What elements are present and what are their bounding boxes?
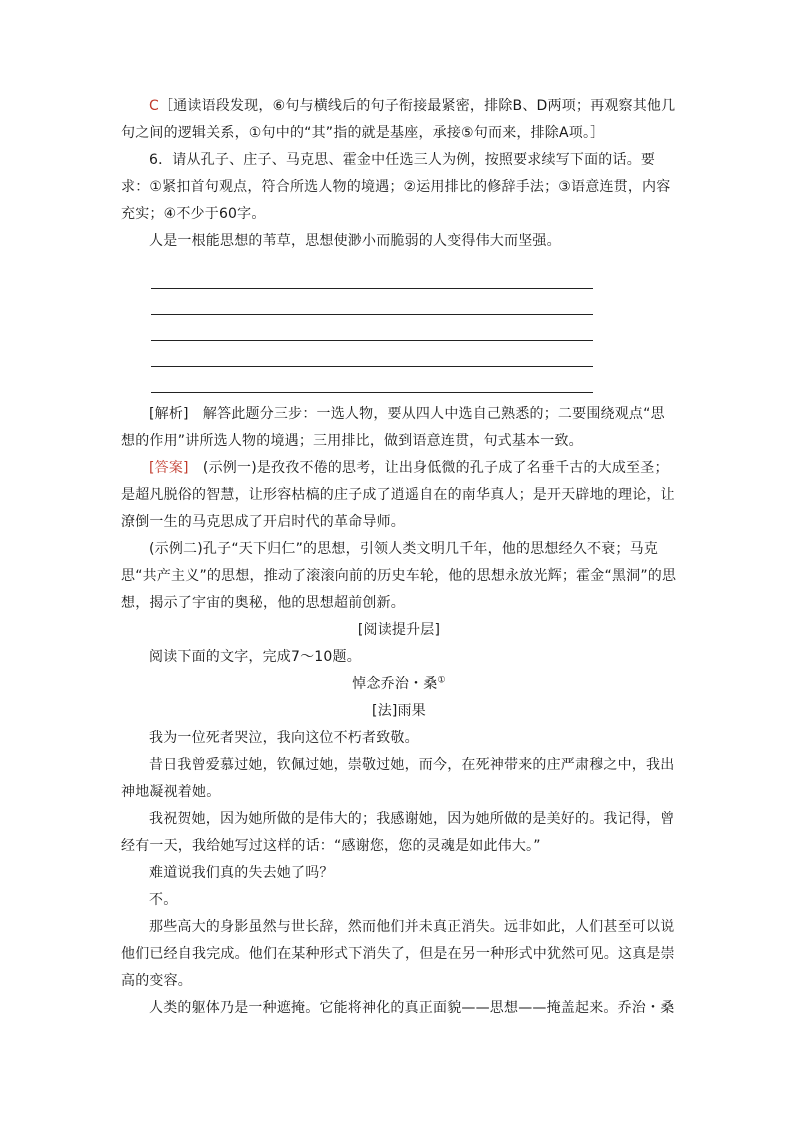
answer-tag: [答案] xyxy=(149,460,189,476)
writing-line xyxy=(151,367,593,393)
question-6-prompt: 6．请从孔子、庄子、马克思、霍金中任选三人为例，按照要求续写下面的话。要求：①紧扣首句观点，符合所选人物的境遇；②运用排比的修辞手法；③语意连贯，内容充实；④不少于60字。 xyxy=(121,152,671,222)
answer-writing-lines xyxy=(151,263,677,393)
question-6-first-sentence: 人是一根能思想的苇草，思想使渺小而脆弱的人变得伟大而坚强。 xyxy=(149,233,561,249)
answer-example-2: (示例二)孔子“天下归仁”的思想，引领人类文明几千年，他的思想经久不衰；马克思“共产主义”的思想，推动了滚滚向前的历史车轮，他的思想永放光辉；霍金“黑洞”的思想，揭示了宇宙的奥秘，他的思想超前创新。 xyxy=(121,541,677,611)
essay-paragraph: 我祝贺她，因为她所做的是伟大的；我感谢她，因为她所做的是美好的。我记得，曾经有一天，我给她写过这样的话：“感谢您，您的灵魂是如此伟大。” xyxy=(121,811,675,854)
writing-line xyxy=(151,315,593,341)
writing-line xyxy=(151,341,593,367)
essay-paragraph: 不。 xyxy=(149,892,178,908)
answer-c-letter: C xyxy=(149,98,159,114)
footnote-marker: ① xyxy=(437,675,446,686)
answer-c-text: ［通读语段发现，⑥句与横线后的句子衔接最紧密，排除B、D两项；再观察其他几句之间的逻辑关系，①句中的“其”指的就是基座，承接⑤句而来，排除A项。］ xyxy=(121,98,676,141)
writing-line xyxy=(151,289,593,315)
essay-paragraph: 难道说我们真的失去她了吗？ xyxy=(149,865,334,881)
analysis-tag: [解析] xyxy=(149,406,189,422)
essay-paragraph: 我为一位死者哭泣，我向这位不朽者致敬。 xyxy=(149,730,419,746)
essay-title-text: 悼念乔治・桑 xyxy=(352,676,438,692)
essay-paragraph: 那些高大的身影虽然与世长辞，然而他们并未真正消失。远非如此，人们甚至可以说他们已经自我完成。他们在某种形式下消失了，但是在另一种形式中犹然可见。这真是崇高的变容。 xyxy=(121,919,675,989)
answer-example-1 xyxy=(121,455,677,536)
essay-title xyxy=(121,671,677,698)
analysis-text: 解答此题分三步：一选人物，要从四人中选自己熟悉的；二要围绕观点“思想的作用”讲所选人物的境遇；三用排比，做到语意连贯，句式基本一致。 xyxy=(121,406,665,449)
answer-example-1-text: (示例一)是孜孜不倦的思考，让出身低微的孔子成了名垂千古的大成至圣；是超凡脱俗的智慧，让形容枯槁的庄子成了逍遥自在的南华真人；是开天辟地的理论，让潦倒一生的马克思成了开启时代的革命导师。 xyxy=(121,460,675,530)
essay-paragraph: 昔日我曾爱慕过她，钦佩过她，崇敬过她，而今，在死神带来的庄严肃穆之中，我出神地凝视着她。 xyxy=(121,757,675,800)
document-content xyxy=(121,93,677,1022)
section-title: [阅读提升层] xyxy=(357,622,441,638)
section-intro: 阅读下面的文字，完成7～10题。 xyxy=(149,649,361,665)
essay-paragraph: 人类的躯体乃是一种遮掩。它能将神化的真正面貌——思想——掩盖起来。乔治・桑 xyxy=(149,1000,675,1016)
answer-c-paragraph xyxy=(121,93,677,147)
essay-author: [法]雨果 xyxy=(372,703,426,719)
analysis-paragraph xyxy=(121,401,677,455)
writing-line xyxy=(151,263,593,289)
